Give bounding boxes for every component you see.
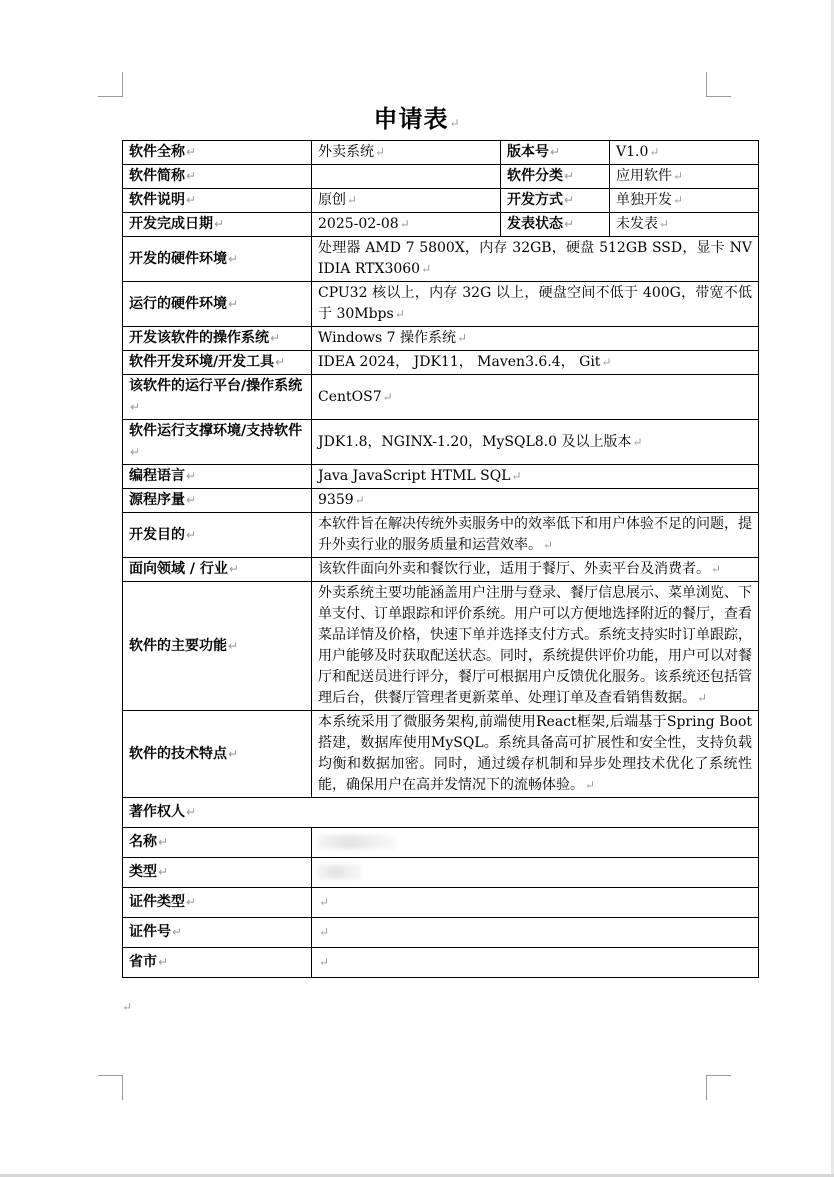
- tech-features-value[interactable]: 本系统采用了微服务架构,前端使用React框架,后端基于Spring Boot 搭建，数据库使用MySQL。系统具备高可扩展性和安全性，支持负载均衡和数据加密。同时，通过缓存机制和异步处理技术优化了系统性能，确保用户在高并发情况下的流畅体验。↵: [312, 711, 759, 798]
- crop-mark-bottom-left: [98, 1075, 123, 1100]
- description-label: 软件说明↵: [123, 189, 312, 213]
- id-number-label: 证件号↵: [123, 918, 312, 948]
- row-completion-date: [123, 213, 759, 237]
- language-label: 编程语言↵: [123, 465, 312, 489]
- row-description: [123, 189, 759, 213]
- domain-label: 面向领域 / 行业↵: [123, 558, 312, 582]
- language-value[interactable]: Java JavaScript HTML SQL↵: [312, 465, 759, 489]
- row-run-hardware: [123, 282, 759, 327]
- run-platform-label: 该软件的运行平台/操作系统↵: [123, 375, 312, 420]
- category-label: 软件分类↵: [501, 165, 610, 189]
- dev-os-label: 开发该软件的操作系统↵: [123, 327, 312, 351]
- province-label: 省市↵: [123, 948, 312, 978]
- row-owner-name: [123, 828, 759, 858]
- row-domain: [123, 558, 759, 582]
- dev-hardware-label: 开发的硬件环境↵: [123, 237, 312, 282]
- row-language: [123, 465, 759, 489]
- row-support-env: [123, 420, 759, 465]
- dev-mode-value[interactable]: 单独开发↵: [610, 189, 759, 213]
- row-loc: [123, 489, 759, 513]
- full-name-value[interactable]: 外卖系统↵: [312, 141, 501, 165]
- publish-status-value[interactable]: 未发表↵: [610, 213, 759, 237]
- owner-name-value[interactable]: [312, 828, 759, 858]
- dev-tools-label: 软件开发环境/开发工具↵: [123, 351, 312, 375]
- row-dev-os: [123, 327, 759, 351]
- crop-mark-top-left: [98, 72, 123, 97]
- redacted-type: [318, 865, 362, 879]
- id-type-value[interactable]: ↵: [312, 888, 759, 918]
- loc-value[interactable]: 9359↵: [312, 489, 759, 513]
- crop-mark-top-right: [706, 72, 731, 97]
- run-hardware-value[interactable]: CPU32 核以上，内存 32G 以上，硬盘空间不低于 400G，带宽不低于 30Mbps↵: [312, 282, 759, 327]
- trailing-paragraph-mark-icon: ↵: [122, 1000, 133, 1014]
- short-name-label: 软件简称↵: [123, 165, 312, 189]
- row-main-functions: [123, 582, 759, 711]
- application-form-table: [122, 140, 759, 978]
- row-dev-tools: [123, 351, 759, 375]
- dev-mode-label: 开发方式↵: [501, 189, 610, 213]
- province-value[interactable]: ↵: [312, 948, 759, 978]
- row-owner-section: [123, 798, 759, 828]
- redacted-name: [318, 835, 396, 849]
- owner-section-label: 著作权人↵: [123, 798, 759, 828]
- dev-tools-value[interactable]: IDEA 2024， JDK11， Maven3.6.4， Git↵: [312, 351, 759, 375]
- owner-type-value[interactable]: [312, 858, 759, 888]
- title-text: 申请表: [373, 104, 449, 133]
- domain-value[interactable]: 该软件面向外卖和餐饮行业，适用于餐厅、外卖平台及消费者。↵: [312, 558, 759, 582]
- support-env-value[interactable]: JDK1.8，NGINX-1.20，MySQL8.0 及以上版本↵: [312, 420, 759, 465]
- completion-date-value[interactable]: 2025-02-08↵: [312, 213, 501, 237]
- run-platform-value[interactable]: CentOS7↵: [312, 375, 759, 420]
- row-run-platform: [123, 375, 759, 420]
- row-tech-features: [123, 711, 759, 798]
- category-value[interactable]: 应用软件↵: [610, 165, 759, 189]
- support-env-label: 软件运行支撑环境/支持软件↵: [123, 420, 312, 465]
- completion-date-label: 开发完成日期↵: [123, 213, 312, 237]
- row-province: [123, 948, 759, 978]
- publish-status-label: 发表状态↵: [501, 213, 610, 237]
- row-short-name: [123, 165, 759, 189]
- main-functions-value[interactable]: 外卖系统主要功能涵盖用户注册与登录、餐厅信息展示、菜单浏览、下单支付、订单跟踪和评价系统。用户可以方便地选择附近的餐厅，查看菜品详情及价格，快速下单并选择支付方式。系统支持实时订单跟踪，用户能够及时获取配送状态。同时，系统提供评价功能，用户可以对餐厅和配送员进行评分，餐厅可根据用户反馈优化服务。该系统还包括管理后台，供餐厅管理者更新菜单、处理订单及查看销售数据。↵: [312, 582, 759, 711]
- purpose-label: 开发目的↵: [123, 513, 312, 558]
- row-id-type: [123, 888, 759, 918]
- row-dev-hardware: [123, 237, 759, 282]
- paragraph-mark-icon: ↵: [449, 116, 461, 130]
- dev-hardware-value[interactable]: 处理器 AMD 7 5800X，内存 32GB，硬盘 512GB SSD，显卡 NVIDIA RTX3060↵: [312, 237, 759, 282]
- id-number-value[interactable]: ↵: [312, 918, 759, 948]
- loc-label: 源程序量↵: [123, 489, 312, 513]
- row-id-number: [123, 918, 759, 948]
- row-purpose: [123, 513, 759, 558]
- full-name-label: 软件全称↵: [123, 141, 312, 165]
- description-value[interactable]: 原创↵: [312, 189, 501, 213]
- owner-name-label: 名称↵: [123, 828, 312, 858]
- run-hardware-label: 运行的硬件环境↵: [123, 282, 312, 327]
- crop-mark-bottom-right: [706, 1075, 731, 1100]
- version-value[interactable]: V1.0↵: [610, 141, 759, 165]
- row-full-name: [123, 141, 759, 165]
- page-title: [0, 99, 834, 134]
- id-type-label: 证件类型↵: [123, 888, 312, 918]
- tech-features-label: 软件的技术特点↵: [123, 711, 312, 798]
- version-label: 版本号↵: [501, 141, 610, 165]
- purpose-value[interactable]: 本软件旨在解决传统外卖服务中的效率低下和用户体验不足的问题，提升外卖行业的服务质量和运营效率。↵: [312, 513, 759, 558]
- owner-type-label: 类型↵: [123, 858, 312, 888]
- main-functions-label: 软件的主要功能↵: [123, 582, 312, 711]
- short-name-value[interactable]: [312, 165, 501, 189]
- row-owner-type: [123, 858, 759, 888]
- dev-os-value[interactable]: Windows 7 操作系统↵: [312, 327, 759, 351]
